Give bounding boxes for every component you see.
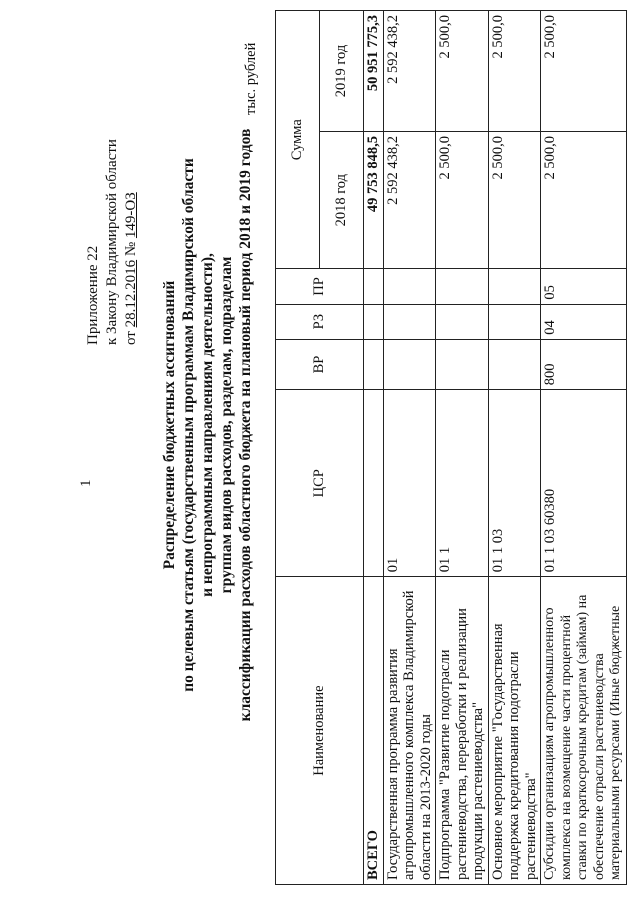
header-name: Наименование (276, 577, 364, 885)
cell-rz (383, 304, 436, 339)
cell-2018: 2 500,0 (436, 131, 489, 268)
title-line-1: Распределение бюджетных ассигнований (161, 280, 178, 570)
table-row (364, 11, 384, 885)
cell-pr (488, 269, 541, 304)
budget-table (275, 10, 627, 885)
cell-2018: 49 753 848,5 (364, 131, 384, 268)
table-row (488, 11, 541, 885)
appendix-header (84, 5, 141, 345)
cell-csr (364, 390, 384, 577)
cell-rz (364, 304, 384, 339)
appendix-line-1: Приложение 22 (85, 245, 101, 345)
title-line-3: и непрограммным направлениям деятельности), (199, 253, 216, 597)
cell-name: Подпрограмма "Развитие подотрасли растениеводства, переработки и реализации продукции растениеводства" (436, 577, 489, 885)
cell-vr (383, 339, 436, 390)
cell-pr: 05 (541, 269, 627, 304)
cell-vr: 800 (541, 339, 627, 390)
cell-2018: 2 500,0 (488, 131, 541, 268)
cell-2019: 50 951 775,3 (364, 11, 384, 132)
cell-pr (436, 269, 489, 304)
cell-csr: 01 1 (436, 390, 489, 577)
header-vr: ВР (276, 339, 364, 390)
appendix-line-2: к Закону Владимирской области (104, 139, 120, 345)
cell-pr (364, 269, 384, 304)
cell-csr: 01 1 03 (488, 390, 541, 577)
cell-vr (488, 339, 541, 390)
title-line-4: группам видов расходов, разделам, подразделам (218, 256, 235, 594)
header-rz: РЗ (276, 304, 364, 339)
cell-rz (488, 304, 541, 339)
header-2019: 2019 год (320, 11, 364, 132)
table-header (276, 11, 364, 885)
appendix-date: 28.12.2016 (123, 259, 139, 328)
cell-name: ВСЕГО (364, 577, 384, 885)
cell-2019: 2 500,0 (541, 11, 627, 132)
cell-2018: 2 500,0 (541, 131, 627, 268)
table-row (436, 11, 489, 885)
table-row (541, 11, 627, 885)
appendix-line-3 (122, 5, 141, 345)
appendix-date-prefix: от (123, 327, 139, 345)
cell-name: Государственная программа развития агропромышленного комплекса Владимирской области на 2013-2020 годы (383, 577, 436, 885)
units-label: тыс. рублей (243, 42, 259, 115)
cell-name: Субсидии организациям агропромышленного комплекса на возмещение части процентной ставки по краткосрочным кредитам (займам) на обеспечение отрасли растениеводства материальными ресурсами (Иные бюджетные (541, 577, 627, 885)
header-sum: Сумма (276, 11, 320, 269)
cell-vr (364, 339, 384, 390)
table-body (364, 11, 627, 885)
table-row (383, 11, 436, 885)
appendix-number: 149-ОЗ (123, 192, 139, 239)
cell-name: Основное мероприятие "Государственная поддержка кредитования подотрасли растениеводства" (488, 577, 541, 885)
cell-2019: 2 500,0 (436, 11, 489, 132)
cell-csr: 01 (383, 390, 436, 577)
cell-2018: 2 592 438,2 (383, 131, 436, 268)
cell-vr (436, 339, 489, 390)
title-line-2: по целевым статьям (государственным программам Владимирской области (180, 158, 197, 692)
cell-2019: 2 500,0 (488, 11, 541, 132)
title-line-5: классификации расходов областного бюджета на плановый период 2018 и 2019 годов (237, 128, 254, 722)
header-row-1 (276, 11, 320, 885)
cell-rz: 04 (541, 304, 627, 339)
header-2018: 2018 год (320, 131, 364, 268)
document-title (160, 65, 255, 785)
cell-rz (436, 304, 489, 339)
header-pr: ПР (276, 269, 364, 304)
number-sign: № (123, 241, 139, 257)
cell-2019: 2 592 438,2 (383, 11, 436, 132)
cell-csr: 01 1 03 60380 (541, 390, 627, 577)
page-number: 1 (78, 479, 94, 487)
cell-pr (383, 269, 436, 304)
header-csr: ЦСР (276, 390, 364, 577)
